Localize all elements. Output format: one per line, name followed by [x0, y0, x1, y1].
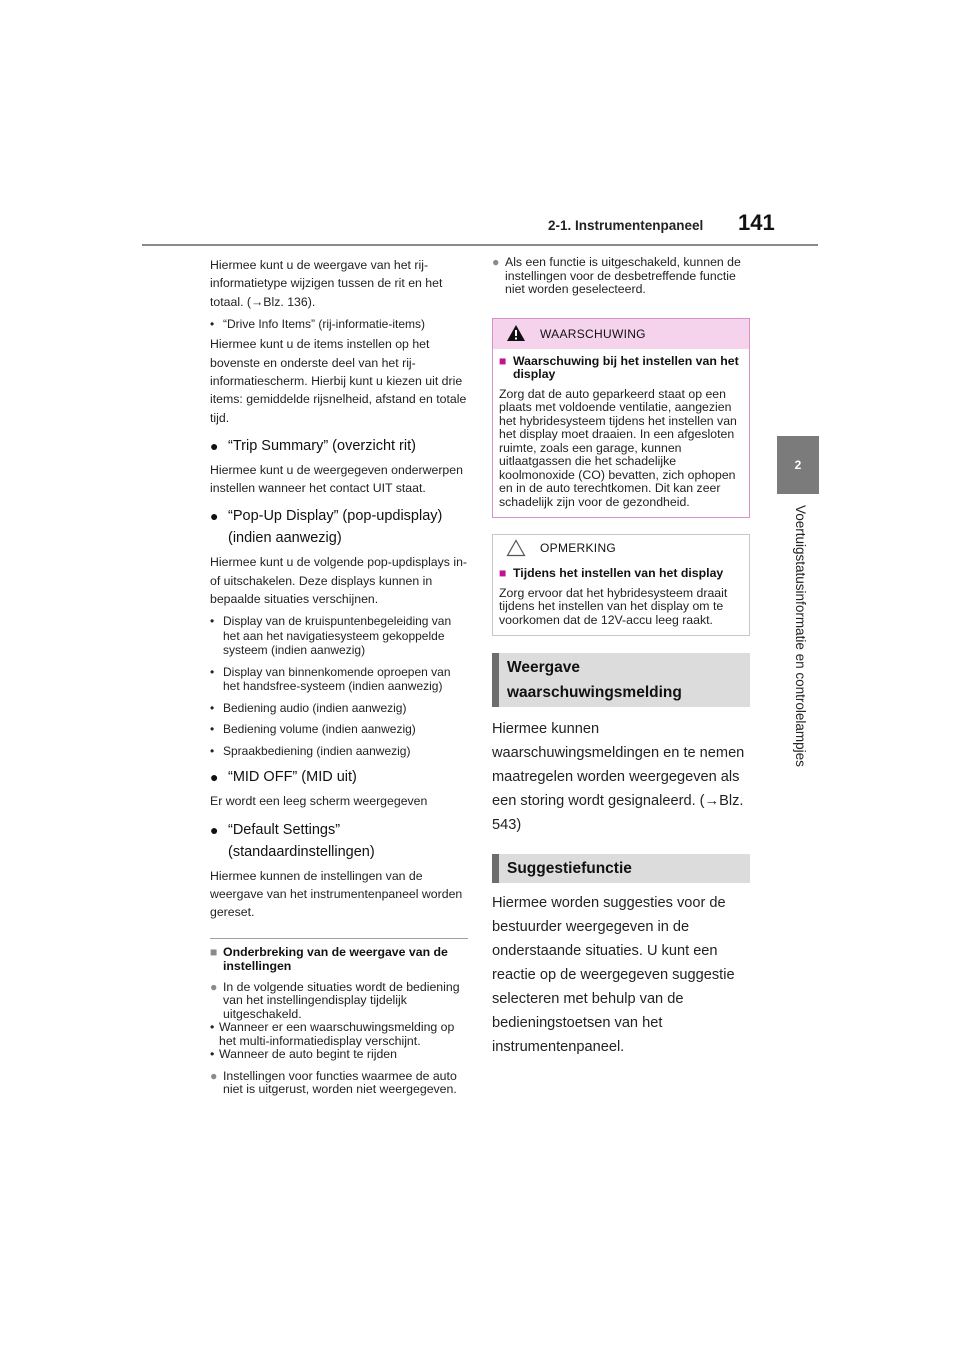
warning-subheading: [499, 355, 743, 382]
suggestie-heading-text: Suggestiefunctie: [507, 860, 632, 877]
left-column: [210, 256, 468, 1097]
notice-box-header: [493, 535, 749, 563]
mid-off-heading: [210, 766, 468, 788]
default-settings-heading: [210, 819, 468, 863]
default-settings-text: Hiermee kunnen de instellingen van de weergave van het instrumentenpaneel worden gereset.: [210, 868, 463, 920]
mid-off-text: Er wordt een leeg scherm weergegeven: [210, 794, 428, 809]
note-sub-item: [210, 1021, 468, 1048]
list-item: [210, 722, 468, 737]
list-item: [210, 701, 468, 716]
note-item: [210, 1070, 468, 1097]
bullet-dot: •: [210, 743, 215, 758]
weergave-heading-text: Weergave waarschuwingsmelding: [507, 659, 682, 701]
top-note: [492, 256, 750, 297]
divider: [210, 938, 468, 939]
note-item: [210, 981, 468, 1022]
popup-heading: [210, 505, 468, 549]
notice-box: [492, 534, 750, 636]
notice-body: [493, 563, 749, 635]
warning-subheading-text: Waarschuwing bij het instellen van het display: [513, 353, 739, 381]
notice-triangle-icon: [506, 539, 526, 557]
circle-bullet-icon: ●: [210, 979, 218, 994]
notice-subheading-text: Tijdens het instellen van het display: [513, 566, 724, 580]
trip-summary-text: Hiermee kunt u de weergegeven onderwerpen instellen wanneer het contact UIT staat.: [210, 462, 463, 496]
header-rule: [142, 244, 818, 246]
warning-triangle-icon: [506, 324, 526, 342]
suggestie-heading: [492, 854, 750, 883]
chapter-tab: [777, 436, 819, 494]
list-item-text: Bediening audio (indien aanwezig): [223, 700, 407, 715]
drive-info-text: Hiermee kunt u de items instellen op het bovenste en onderste deel van het rij-informatiescherm. Hierbij kunt u kiezen uit drie items: gemiddelde rijsnelheid, afstand en totale tijd.: [210, 337, 467, 425]
chapter-title: Voertuigstatusinformatie en controlelampjes: [793, 505, 808, 767]
note-sub-item: [210, 1048, 468, 1062]
note-sub-text: Wanneer er een waarschuwingsmelding op het multi-informatiedisplay verschijnt.: [219, 1020, 455, 1048]
bullet-dot: ●: [210, 769, 219, 786]
section-title: 2-1. Instrumentenpaneel: [548, 218, 704, 233]
warning-body: [493, 349, 749, 518]
list-item: [210, 744, 468, 759]
note-sub-text: Wanneer de auto begint te rijden: [219, 1047, 397, 1062]
warning-label: WAARSCHUWING: [540, 326, 646, 341]
suggestie-text: Hiermee worden suggesties voor de bestuurder weergegeven in de onderstaande situaties. U kunt een reactie op de weergegeven suggestie selecteren met behulp van de bedieningstoetsen van het instrumentenpaneel.: [492, 895, 735, 1055]
right-column: [492, 256, 750, 1059]
note-item-text: In de volgende situaties wordt de bediening van het instellingendisplay tijdelijk uitgeschakeld.: [223, 979, 460, 1021]
circle-bullet-icon: ●: [492, 255, 500, 269]
list-item-text: Display van binnenkomende oproepen van het handsfree-systeem (indien aanwezig): [223, 664, 451, 694]
notice-label: OPMERKING: [540, 541, 617, 555]
note-item-text: Instellingen voor functies waarmee de auto niet is uitgerust, worden niet weergegeven.: [223, 1068, 457, 1097]
popup-label: “Pop-Up Display” (pop-updisplay) (indien aanwezig): [228, 508, 443, 547]
bullet-dot: •: [210, 1020, 215, 1035]
drive-info-label: “Drive Info Items” (rij-informatie-items): [223, 316, 426, 331]
list-item-text: Spraakbediening (indien aanwezig): [223, 743, 411, 758]
circle-bullet-icon: ●: [210, 1068, 218, 1083]
weergave-text: Hiermee kunnen waarschuwingsmeldingen en te nemen maatregelen worden weergegeven als een storing wordt gesignaleerd. (→Blz. 543): [492, 721, 745, 833]
bullet-dot: •: [210, 614, 215, 629]
square-bullet-icon: ■: [499, 566, 507, 580]
popup-text: Hiermee kunt u de volgende pop-updisplays in- of uitschakelen. Deze displays kunnen in bepaalde situaties verschijnen.: [210, 555, 468, 607]
list-item-text: Bediening volume (indien aanwezig): [223, 722, 416, 737]
bullet-dot: ●: [210, 821, 219, 838]
note-heading: [210, 945, 468, 973]
chapter-tab-number: 2: [794, 458, 802, 472]
bullet-dot: •: [210, 700, 215, 715]
weergave-heading: [492, 653, 750, 707]
warning-text: Zorg dat de auto geparkeerd staat op een plaats met voldoende ventilatie, aangezien het hybridesysteem tijdens het instellen van het display moet draaien. In een afgesloten ruimte, zoals een garage, kunnen uitlaatgassen die het schadelijke koolmonoxide (CO) bevatten, zich ophopen en in de auto terechtkomen. Dit kan zeer schadelijk zijn voor de gezondheid.: [499, 386, 737, 509]
trip-summary-label: “Trip Summary” (overzicht rit): [228, 437, 416, 454]
bullet-dot: •: [210, 1047, 215, 1062]
square-bullet-icon: ■: [210, 944, 218, 959]
page-number: 141: [738, 210, 775, 235]
default-settings-label: “Default Settings” (standaardinstellingen): [228, 821, 375, 860]
warning-box: [492, 318, 750, 519]
bullet-dot: ●: [210, 437, 219, 454]
drive-info-bullet: [210, 317, 468, 332]
notice-text: Zorg ervoor dat het hybridesysteem draait tijdens het instellen van het display om te voorkomen dat de 12V-accu leeg raakt.: [499, 585, 728, 627]
bullet-dot: •: [210, 722, 215, 737]
notice-subheading: [499, 567, 743, 581]
trip-summary-heading: [210, 435, 468, 457]
list-item-text: Display van de kruispuntenbegeleiding van het aan het navigatiesysteem gekoppelde systeem (indien aanwezig): [223, 614, 452, 658]
bullet-dot: •: [210, 316, 215, 331]
intro-text: Hiermee kunt u de weergave van het rij-informatietype wijzigen tussen de rit en het totaal. (→Blz. 136).: [210, 258, 443, 309]
note-heading-text: Onderbreking van de weergave van de instellingen: [223, 944, 448, 973]
popup-list: [210, 614, 468, 758]
bullet-dot: ●: [210, 508, 219, 525]
warning-box-header: [493, 319, 749, 349]
square-bullet-icon: ■: [499, 353, 507, 368]
list-item: [210, 614, 468, 658]
mid-off-label: “MID OFF” (MID uit): [228, 769, 357, 786]
list-item: [210, 665, 468, 694]
bullet-dot: •: [210, 664, 215, 679]
top-note-text: Als een functie is uitgeschakeld, kunnen de instellingen voor de desbetreffende functie niet worden geselecteerd.: [505, 255, 741, 296]
